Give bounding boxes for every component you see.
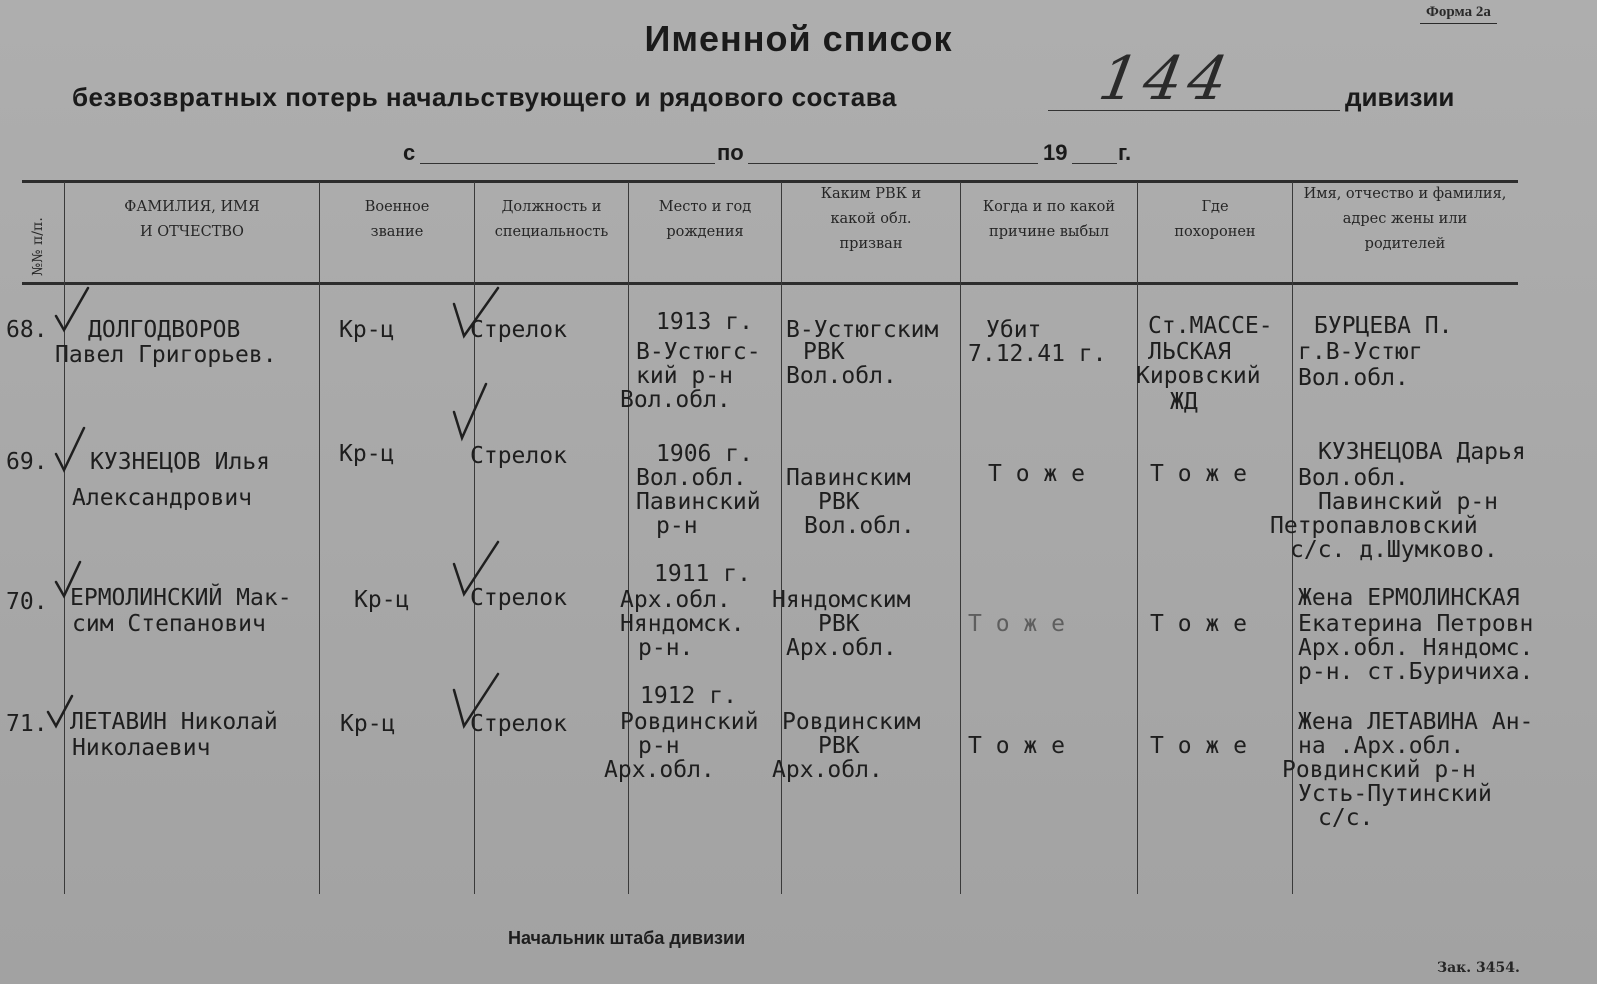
record-buried-line: Т о ж е <box>1150 611 1247 637</box>
record-given-name: сим Степанович <box>72 611 266 637</box>
table-header-rule <box>22 282 1518 285</box>
record-relative-line: на .Арх.обл. <box>1298 733 1465 759</box>
record-rank: Кр-ц <box>339 317 395 343</box>
record-num: 68. <box>6 317 48 343</box>
record-relative-line: р-н. ст.Буричиха. <box>1298 659 1534 685</box>
record-buried-line: ЖД <box>1170 389 1198 415</box>
record-birth-line: кий р-н <box>636 363 733 389</box>
record-buried-line: Кировский <box>1136 363 1261 389</box>
record-relative-line: Павинский р-н <box>1318 489 1499 515</box>
record-rvk-line: Павинским <box>786 465 911 491</box>
record-position: Стрелок <box>470 585 567 611</box>
record-relative-line: Ровдинский р-н <box>1282 757 1476 783</box>
column-divider <box>319 182 320 894</box>
header-buried-line: Где <box>1201 199 1229 215</box>
division-number: 144 <box>1093 44 1239 114</box>
column-divider <box>628 182 629 894</box>
header-relative <box>1294 182 1516 257</box>
header-when <box>962 195 1136 245</box>
header-relative-line: адрес жены или <box>1342 211 1468 227</box>
record-when-line: 7.12.41 г. <box>968 341 1107 367</box>
record-rvk-line: Арх.обл. <box>786 635 897 661</box>
record-birth-line: р-н <box>656 513 698 539</box>
record-rank: Кр-ц <box>340 711 396 737</box>
record-relative-line: с/с. <box>1318 805 1374 831</box>
record-relative-line: г.В-Устюг <box>1298 339 1423 365</box>
form-label: Форма 2а <box>1420 4 1497 24</box>
record-birth-line: В-Устюгс- <box>636 339 761 365</box>
record-buried-line: ЛЬСКАЯ <box>1148 339 1232 365</box>
record-relative-line: Жена ЕРМОЛИНСКАЯ <box>1298 585 1520 611</box>
header-birth <box>630 195 780 245</box>
record-birth-line: 1906 г. <box>656 441 753 467</box>
document-title: Именной список <box>644 18 953 59</box>
record-num: 70. <box>6 589 48 615</box>
date-from-line <box>420 163 715 164</box>
header-buried-line: похоронен <box>1174 224 1256 240</box>
record-when-line: Т о ж е <box>968 611 1065 637</box>
header-relative-line: родителей <box>1364 236 1446 252</box>
record-given-name: Павел Григорьев. <box>55 342 277 368</box>
record-relative-line: с/с. д.Шумково. <box>1290 537 1498 563</box>
record-birth-line: Вол.обл. <box>636 465 747 491</box>
record-relative-line: КУЗНЕЦОВА Дарья <box>1318 439 1526 465</box>
record-birth-line: р-н. <box>638 635 694 661</box>
record-position: Стрелок <box>470 711 567 737</box>
header-rank-line: звание <box>370 224 424 240</box>
header-name <box>66 195 318 245</box>
record-birth-line: Павинский <box>636 489 761 515</box>
record-rvk-line: Няндомским <box>772 587 911 613</box>
record-birth-line: Вол.обл. <box>620 387 731 413</box>
header-rank <box>321 195 473 245</box>
year-suffix: г. <box>1118 140 1132 165</box>
record-birth-line: 1913 г. <box>656 309 753 335</box>
record-surname: КУЗНЕЦОВ Илья <box>90 449 271 475</box>
record-given-name: Александрович <box>72 485 253 511</box>
record-rvk-line: В-Устюгским <box>786 317 939 343</box>
header-name-line: ФАМИЛИЯ, ИМЯ <box>124 199 260 215</box>
record-position: Стрелок <box>470 317 567 343</box>
record-surname: ДОЛГОДВОРОВ <box>88 317 241 343</box>
checkmark-icon <box>52 426 88 474</box>
checkmark-icon <box>452 382 492 442</box>
header-when-line: причине выбыл <box>989 224 1109 240</box>
header-buried <box>1139 195 1291 245</box>
record-birth-line: 1912 г. <box>640 683 737 709</box>
record-rvk-line: Арх.обл. <box>772 757 883 783</box>
header-when-line: Когда и по какой <box>982 199 1116 215</box>
record-when-line: Т о ж е <box>988 461 1085 487</box>
record-rvk-line: РВК <box>818 489 860 515</box>
record-when-line: Т о ж е <box>968 733 1065 759</box>
header-name-line: И ОТЧЕСТВО <box>140 224 244 240</box>
header-rvk-line: призван <box>839 236 903 252</box>
record-buried-line: Ст.МАССЕ- <box>1148 313 1273 339</box>
checkmark-icon <box>452 540 502 600</box>
record-given-name: Николаевич <box>72 735 211 761</box>
record-relative-line: БУРЦЕВА П. <box>1314 313 1453 339</box>
record-relative-line: Екатерина Петровн <box>1298 611 1534 637</box>
record-relative-line: Петропавловский <box>1270 513 1478 539</box>
header-rvk-line: Каким РВК и <box>820 186 922 202</box>
date-from-label: с <box>403 140 416 165</box>
record-relative-line: Вол.обл. <box>1298 465 1409 491</box>
record-position: Стрелок <box>470 443 567 469</box>
record-birth-line: Арх.обл. <box>620 587 731 613</box>
header-rank-line: Военное <box>364 199 430 215</box>
header-birth-line: рождения <box>666 224 744 240</box>
record-surname: ЛЕТАВИН Николай <box>70 709 278 735</box>
checkmark-icon <box>54 560 84 600</box>
header-position-line: специальность <box>494 224 609 240</box>
subtitle-prefix: безвозвратных потерь начальствующего и рядового состава <box>72 82 897 112</box>
header-rvk <box>783 182 959 257</box>
checkmark-icon <box>452 286 502 342</box>
year-label: 19 <box>1043 140 1068 165</box>
record-relative-line: Арх.обл. Няндомс. <box>1298 635 1534 661</box>
record-rvk-line: РВК <box>803 339 845 365</box>
header-position-line: Должность и <box>501 199 602 215</box>
record-when-line: Убит <box>986 317 1042 343</box>
record-birth-line: Ровдинский <box>620 709 759 735</box>
order-number: Зак. 3454. <box>1437 960 1520 976</box>
record-rank: Кр-ц <box>339 441 395 467</box>
record-num: 71. <box>6 711 48 737</box>
column-divider <box>781 182 782 894</box>
header-rvk-line: какой обл. <box>830 211 912 227</box>
record-relative-line: Усть-Путинский <box>1298 781 1492 807</box>
record-birth-line: 1911 г. <box>654 561 751 587</box>
column-divider <box>1137 182 1138 894</box>
checkmark-icon <box>52 286 92 334</box>
column-divider <box>960 182 961 894</box>
date-to-label: по <box>717 140 744 165</box>
year-line <box>1072 163 1117 164</box>
record-rank: Кр-ц <box>354 587 410 613</box>
subtitle-suffix: дивизии <box>1345 82 1455 112</box>
record-rvk-line: Ровдинским <box>782 709 921 735</box>
header-num: №№ п/п. <box>30 217 46 276</box>
record-rvk-line: РВК <box>818 611 860 637</box>
checkmark-icon <box>46 694 76 730</box>
header-relative-line: Имя, отчество и фамилия, <box>1303 186 1507 202</box>
record-rvk-line: Вол.обл. <box>786 363 897 389</box>
record-num: 69. <box>6 449 48 475</box>
record-birth-line: р-н <box>638 733 680 759</box>
record-surname: ЕРМОЛИНСКИЙ Мак- <box>70 585 292 611</box>
record-relative-line: Вол.обл. <box>1298 365 1409 391</box>
checkmark-icon <box>452 672 502 732</box>
date-to-line <box>748 163 1038 164</box>
record-buried-line: Т о ж е <box>1150 461 1247 487</box>
header-birth-line: Место и год <box>658 199 752 215</box>
chief-of-staff-signature-line: Начальник штаба дивизии <box>508 928 746 948</box>
record-rvk-line: Вол.обл. <box>804 513 915 539</box>
header-position <box>476 195 627 245</box>
record-rvk-line: РВК <box>818 733 860 759</box>
record-relative-line: Жена ЛЕТАВИНА Ан- <box>1298 709 1534 735</box>
record-buried-line: Т о ж е <box>1150 733 1247 759</box>
record-birth-line: Няндомск. <box>620 611 745 637</box>
record-birth-line: Арх.обл. <box>604 757 715 783</box>
